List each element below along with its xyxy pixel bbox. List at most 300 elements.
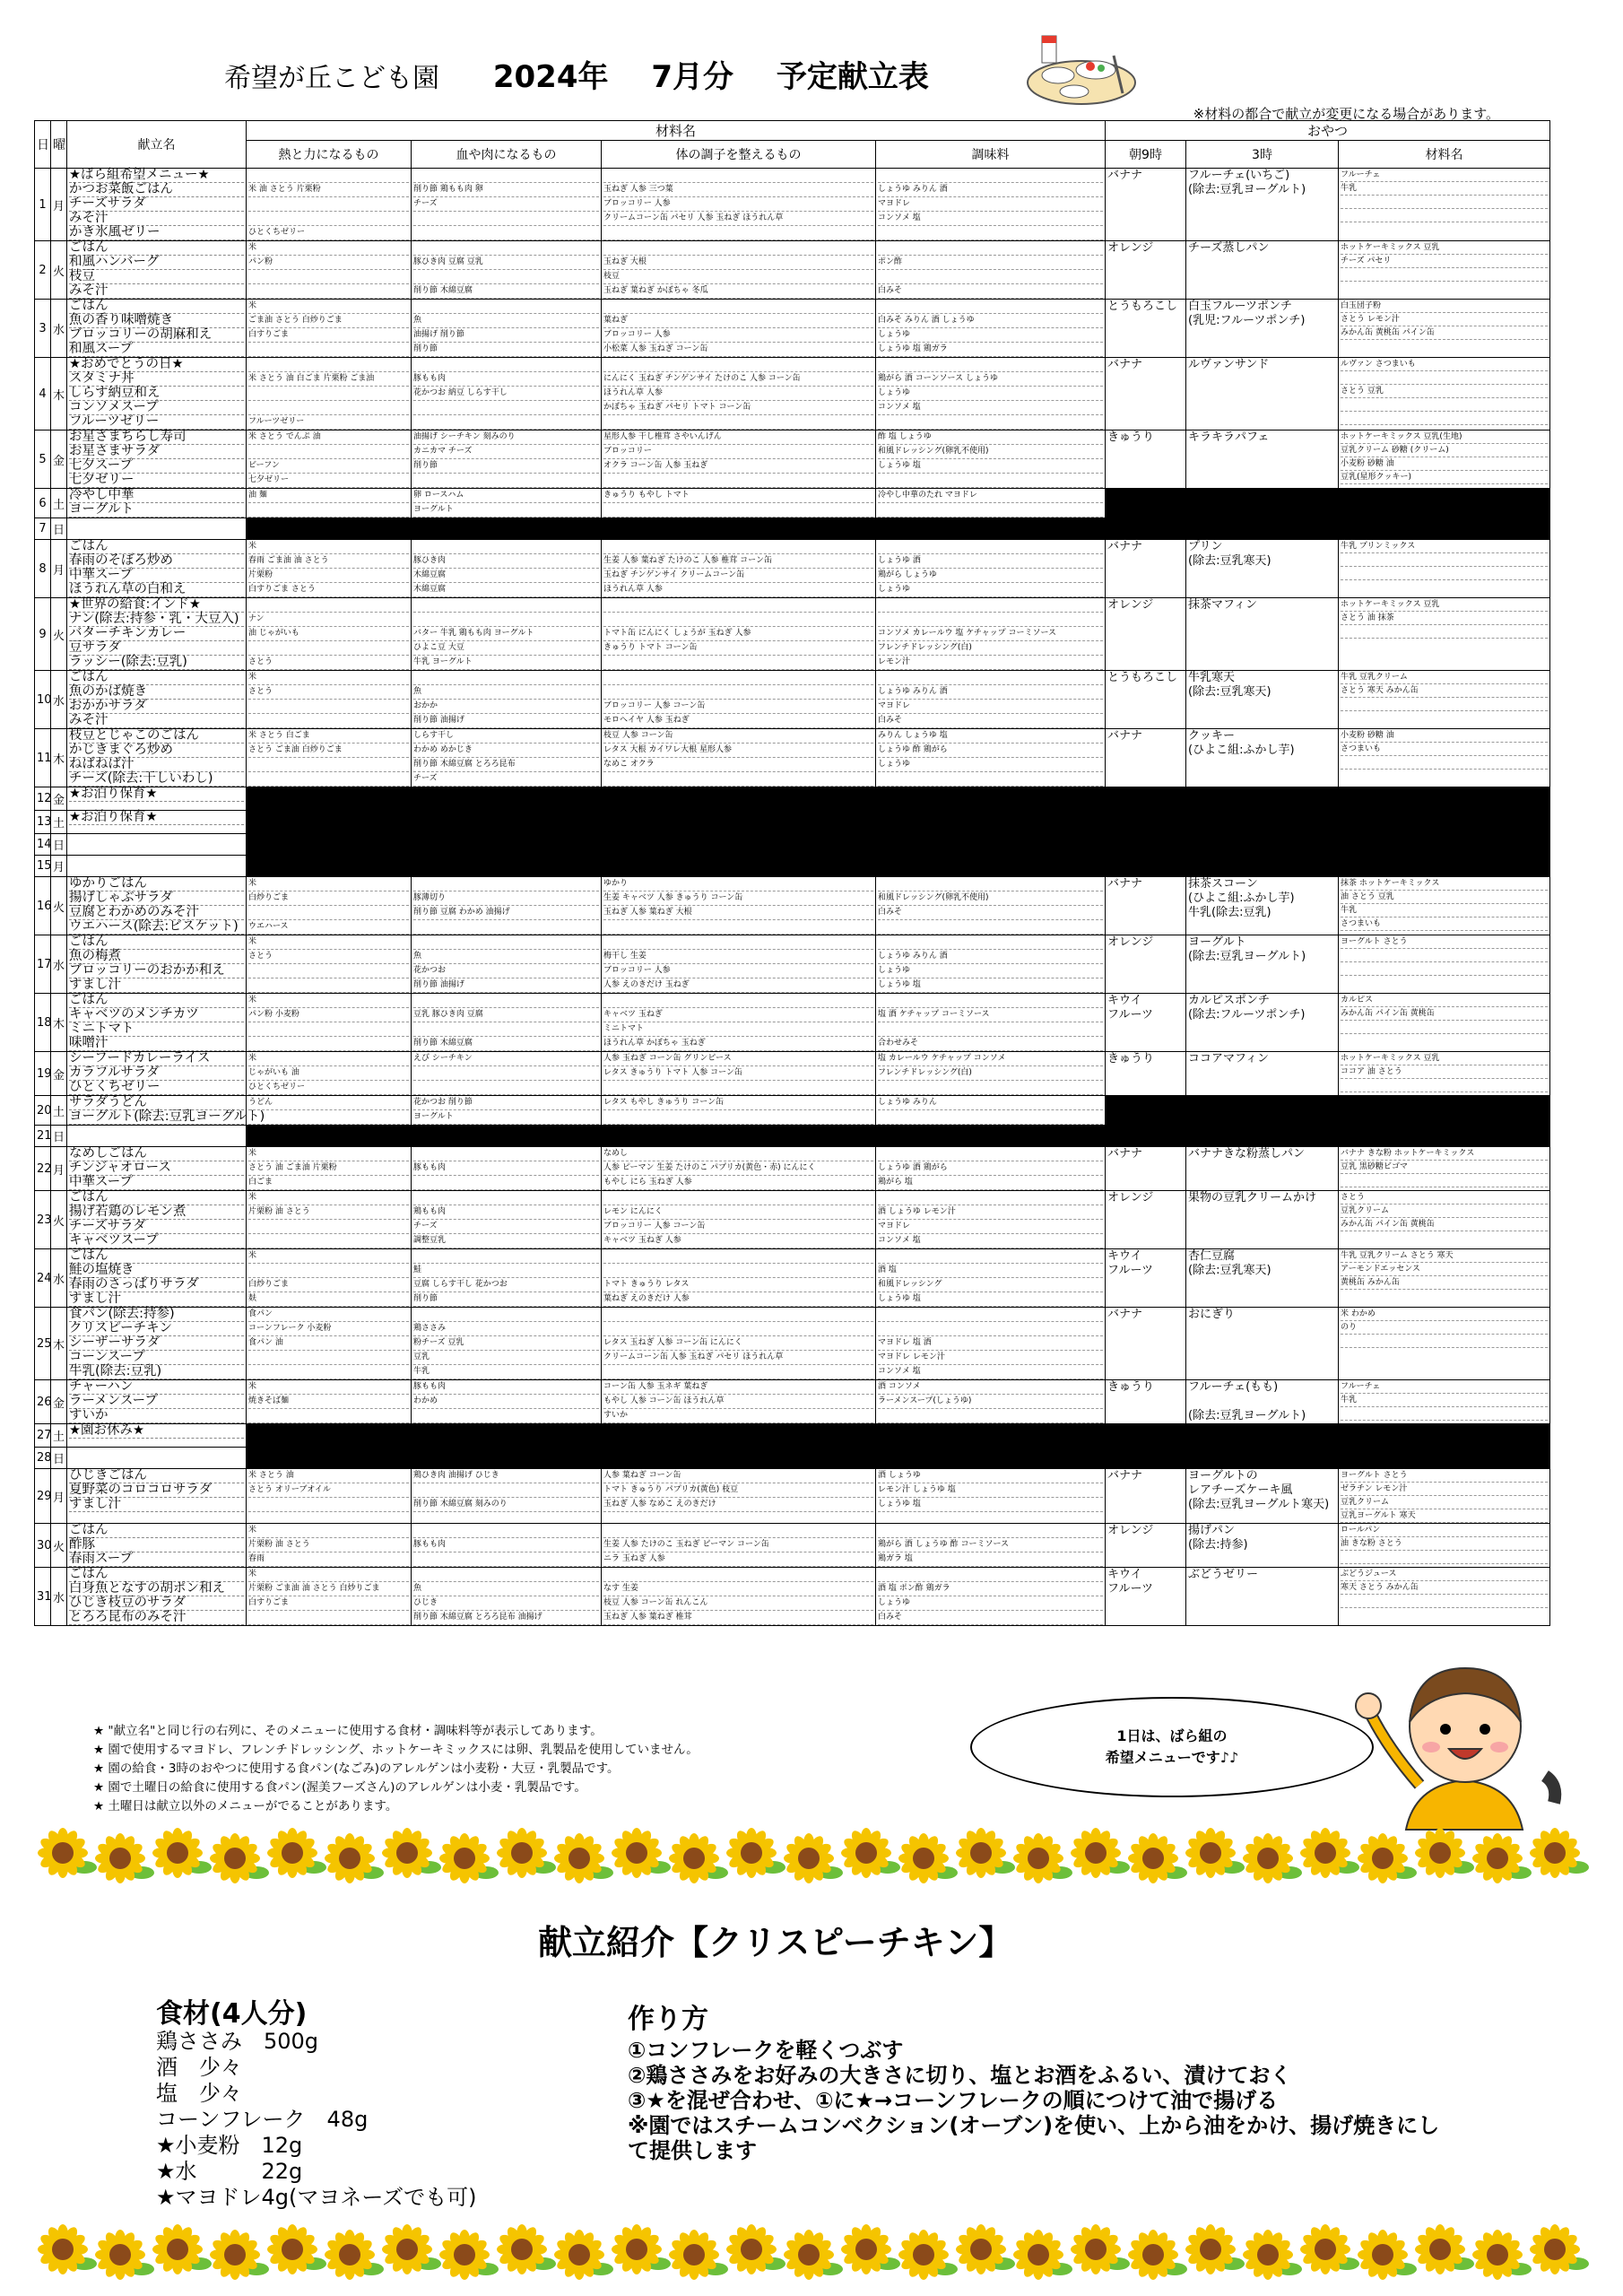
ingredient-line: 玉ねぎ 大根 — [603, 256, 873, 270]
day-cell: 5 — [35, 430, 51, 489]
menu-name-cell — [67, 877, 247, 935]
snack-ingredient-line: カルピス — [1341, 994, 1548, 1007]
ingredient-line: チーズ — [413, 1220, 599, 1234]
ingredient-line — [248, 1264, 409, 1278]
afternoon-snack-cell: カルピスポンチ (除去:フルーツポンチ) — [1186, 994, 1339, 1052]
ingredient-line: 木綿豆腐 — [413, 569, 599, 583]
seasoning-cell — [876, 169, 1106, 241]
snack-ingredient-line — [1341, 1551, 1548, 1564]
dish-name: ブロッコリーの胡麻和え — [69, 328, 244, 343]
ingredient-line — [603, 935, 873, 950]
dish-name: ゆかりごはん — [69, 877, 244, 891]
sunflower-icon — [439, 1833, 499, 1883]
snack-ingredient-cell — [1339, 935, 1550, 994]
ingredient-line: さとう オリーブオイル — [248, 1483, 409, 1498]
sunflower-icon — [956, 2224, 1015, 2274]
ingredient-line — [878, 1568, 1103, 1582]
ingredient-line — [603, 1322, 873, 1336]
weekday-cell: 土 — [51, 1096, 67, 1126]
snack-ingredient-line: 米 わかめ — [1341, 1308, 1548, 1321]
ingredient-line — [603, 540, 873, 554]
dish-name: スタミナ丼 — [69, 372, 244, 387]
ingredient-line — [248, 1037, 409, 1051]
ingredient-line: 豚薄切り — [413, 891, 599, 906]
ingredient-line — [878, 598, 1103, 613]
ingredient-line — [248, 401, 409, 415]
seasoning-cell — [876, 1380, 1106, 1424]
snack-ingredient-line: さとう — [1341, 1191, 1548, 1205]
dish-name: シーフードカレーライス — [69, 1052, 244, 1066]
day-cell: 15 — [35, 856, 51, 877]
health-cell — [602, 169, 876, 241]
ingredient-line: 酒 塩 ポン酢 鶏ガラ — [878, 1582, 1103, 1596]
dish-name: キャベツのメンチカツ — [69, 1008, 244, 1022]
closed-block — [247, 834, 1550, 856]
ingredient-line: 片栗粉 油 さとう — [248, 1538, 409, 1552]
ingredient-line: ほうれん草 人参 — [603, 387, 873, 401]
ingredient-line — [248, 1351, 409, 1365]
ingredient-line — [248, 1498, 409, 1512]
ingredient-line — [603, 1081, 873, 1095]
ingredient-line — [413, 1066, 599, 1081]
ingredient-line: みりん しょうゆ 塩 — [878, 729, 1103, 744]
weekday-cell: 水 — [51, 1568, 67, 1626]
ingredient-line: 人参 葉ねぎ コーン缶 — [603, 1469, 873, 1483]
snack-ingredient-line: ホットケーキミックス 豆乳 — [1341, 598, 1548, 612]
ingredient-line: マヨドレ — [878, 197, 1103, 212]
ingredient-line: 豚ひき肉 — [413, 554, 599, 569]
closed-block — [247, 1424, 1550, 1448]
menu-name-cell — [67, 1095, 265, 1126]
snack-ingredient-cell — [1339, 877, 1550, 935]
ingredient-line — [878, 226, 1103, 240]
morning-snack-cell: とうもろこし — [1106, 300, 1186, 358]
menu-name-cell — [67, 811, 247, 834]
ingredient-line: 人参 えのきだけ 玉ねぎ — [603, 978, 873, 993]
morning-snack-cell: バナナ — [1106, 358, 1186, 430]
ingredient-line: かぼちゃ 玉ねぎ パセリ トマト コーン缶 — [603, 401, 873, 415]
dish-name: キャベツスープ — [69, 1234, 244, 1248]
ingredient-line: ブロッコリー 人参 — [603, 197, 873, 212]
dish-name: ひじき枝豆のサラダ — [69, 1596, 244, 1611]
ingredient-line — [413, 1147, 599, 1161]
sunflower-icon — [726, 2224, 785, 2274]
ingredient-line — [413, 226, 599, 240]
ingredient-line: 削り節 木綿豆腐 — [413, 1037, 599, 1051]
day-cell: 2 — [35, 241, 51, 300]
ingredient-line: レモン汁 — [878, 656, 1103, 670]
energy-cell — [247, 1052, 412, 1096]
ingredient-line — [878, 415, 1103, 430]
snack-ingredient-line: 黄桃缶 みかん缶 — [1341, 1276, 1548, 1290]
health-cell — [602, 300, 876, 358]
energy-cell — [247, 1249, 412, 1308]
sunflower-icon — [267, 1828, 326, 1878]
ingredient-line: 鮭 — [413, 1264, 599, 1278]
ingredient-line: 削り節 — [413, 1292, 599, 1307]
ingredient-line: 片栗粉 ごま油 油 さとう 白炒りごま — [248, 1582, 409, 1596]
ingredient-line: ブロッコリー 人参 コーン缶 — [603, 700, 873, 714]
blood-cell — [412, 1249, 602, 1308]
snack-ingredient-cell — [1339, 169, 1550, 241]
sunflower-icon — [1530, 1828, 1589, 1878]
afternoon-snack-cell: 抹茶スコーン (ひよこ組:ふかし芋) 牛乳(除去:豆乳) — [1186, 877, 1339, 935]
snack-ingredient-cell — [1339, 1469, 1550, 1524]
weekday-cell: 水 — [51, 671, 67, 729]
dish-name: みそ汁 — [69, 284, 244, 299]
dish-name: ラーメンスープ — [69, 1395, 244, 1409]
weekday-cell: 月 — [51, 1469, 67, 1524]
dish-name: ごはん — [69, 1191, 244, 1205]
dish-name: 冷やし中華 — [69, 489, 244, 503]
blood-cell — [412, 1191, 602, 1249]
ingredient-line — [248, 270, 409, 284]
ingredient-line: 油揚げ 削り節 — [413, 328, 599, 343]
ingredient-line: すいか — [603, 1409, 873, 1423]
ingredient-line — [413, 1483, 599, 1498]
snack-ingredient-line — [1341, 949, 1548, 962]
ingredient-line — [248, 1409, 409, 1423]
header-menu-name: 献立名 — [67, 121, 247, 169]
ingredient-line: 人参 ピーマン 生姜 たけのこ パプリカ(黄色・赤) にんにく — [603, 1161, 873, 1176]
ingredient-line: 卵 ロースハム — [413, 489, 599, 503]
snack-ingredient-line: みかん缶 黄桃缶 パイン缶 — [1341, 326, 1548, 340]
weekday-cell: 月 — [51, 540, 67, 598]
morning-snack-cell: とうもろこし — [1106, 671, 1186, 729]
ingredient-line: なす 生姜 — [603, 1582, 873, 1596]
ingredient-line: 人参 玉ねぎ コーン缶 グリンピース — [603, 1052, 873, 1066]
ingredient-line: きゅうり もやし トマト — [603, 489, 873, 503]
doc-title: 予定献立表 — [776, 59, 929, 95]
sunflower-border-top — [36, 1822, 1578, 1885]
dish-name: ★お泊り保育★ — [69, 787, 244, 802]
ingredient-line: 鶏ガラ 塩 — [878, 1552, 1103, 1567]
day-cell: 14 — [35, 834, 51, 856]
ingredient-line: 食パン — [248, 1308, 409, 1322]
ingredient-line: ナン — [248, 613, 409, 627]
snack-ingredient-line: アーモンドエッセンス — [1341, 1263, 1548, 1276]
snack-ingredient-line — [1341, 1407, 1548, 1421]
sunflower-icon — [669, 1833, 728, 1883]
no-snack-block — [1106, 1096, 1550, 1126]
ingredient-line — [878, 1308, 1103, 1322]
snack-ingredient-cell — [1339, 1191, 1550, 1249]
ingredient-line: ごま油 さとう 白炒りごま — [248, 314, 409, 328]
menu-name-cell — [67, 1126, 247, 1147]
ingredient-line: クリームコーン缶 パセリ 人参 玉ねぎ ほうれん草 — [603, 212, 873, 226]
ingredient-line: マヨドレ — [878, 1220, 1103, 1234]
ingredient-line: 白炒りごま — [248, 1278, 409, 1292]
morning-snack-cell: きゅうり — [1106, 430, 1186, 489]
table-row — [35, 1469, 1550, 1524]
sunflower-icon — [1243, 1833, 1302, 1883]
dish-name: みそ汁 — [69, 212, 244, 226]
ingredient-line: もやし 人参 コーン缶 ほうれん草 — [603, 1395, 873, 1409]
ingredient-line: 豆乳 豚ひき肉 豆腐 — [413, 1008, 599, 1022]
afternoon-snack-cell: フルーチェ(もも) (除去:豆乳ヨーグルト) — [1186, 1380, 1339, 1424]
day-cell: 25 — [35, 1308, 51, 1380]
weekday-cell: 火 — [51, 1524, 67, 1568]
energy-cell — [247, 877, 412, 935]
ingredient-line: 鶏もも肉 — [413, 1205, 599, 1220]
ingredient-line: 豆腐 しらす干し 花かつお — [413, 1278, 599, 1292]
dish-name: ほうれん草の白和え — [69, 583, 244, 597]
ingredient-line: 調整豆乳 — [413, 1234, 599, 1248]
table-row — [35, 729, 1550, 787]
snack-ingredient-cell — [1339, 729, 1550, 787]
dish-name: ★おめでとうの日★ — [69, 358, 244, 372]
ingredient-line — [413, 270, 599, 284]
snack-ingredient-line: 油 さとう 豆乳 — [1341, 891, 1548, 904]
snack-ingredient-line: 牛乳 — [1341, 1394, 1548, 1407]
footnote: ★ 土曜日は献立以外のメニューがでることがあります。 — [93, 1799, 398, 1813]
ingredient-line: しょうゆ — [878, 964, 1103, 978]
snack-ingredient-line: みかん缶 パイン缶 黄桃缶 — [1341, 1007, 1548, 1021]
weekday-cell: 金 — [51, 1052, 67, 1096]
ingredient-line: 枝豆 人参 コーン缶 れんこん — [603, 1596, 873, 1611]
ingredient-line — [878, 877, 1103, 891]
snack-ingredient-cell — [1339, 300, 1550, 358]
snack-ingredient-line: ヨーグルト さとう — [1341, 935, 1548, 949]
blood-cell — [412, 671, 602, 729]
dish-name: コンソメスープ — [69, 401, 244, 415]
ingredient-line — [248, 197, 409, 212]
day-cell: 17 — [35, 935, 51, 994]
snack-ingredient-line — [1341, 268, 1548, 282]
snack-ingredient-cell — [1339, 241, 1550, 300]
ingredient-line: ビーフン — [248, 459, 409, 474]
closed-block — [247, 787, 1550, 811]
ingredient-line: しょうゆ みりん — [878, 1096, 1103, 1110]
table-row — [35, 1249, 1550, 1308]
weekday-cell: 月 — [51, 856, 67, 877]
ingredient-line: なめこ オクラ — [603, 758, 873, 772]
menu-name-cell — [67, 935, 247, 994]
snack-ingredient-line: 豆乳ヨーグルト 寒天 — [1341, 1509, 1548, 1523]
ingredient-line: 木綿豆腐 — [413, 583, 599, 597]
seasoning-cell — [876, 1096, 1106, 1126]
day-cell: 28 — [35, 1448, 51, 1469]
table-row — [35, 787, 1550, 811]
sunflower-icon — [95, 2230, 154, 2280]
dish-name: 揚げしゃぶサラダ — [69, 891, 244, 906]
ingredient-line: 魚 — [413, 1582, 599, 1596]
snack-ingredient-line: 牛乳 プリンミックス — [1341, 540, 1548, 553]
dish-name: ★ばら組希望メニュー★ — [69, 169, 244, 183]
seasoning-cell — [876, 729, 1106, 787]
dish-name: すまし汁 — [69, 978, 244, 993]
ingredient-line: ブロッコリー 人参 コーン缶 — [603, 1220, 873, 1234]
ingredient-line: コーン缶 人参 玉ネギ 葉ねぎ — [603, 1380, 873, 1395]
dish-name: 枝豆とじゃこのごはん — [69, 729, 244, 744]
ingredient-line — [413, 169, 599, 183]
blood-cell — [412, 300, 602, 358]
snack-ingredient-line — [1341, 1335, 1548, 1348]
header-seasoning: 調味料 — [876, 141, 1106, 169]
ingredient-line: 片栗粉 油 さとう — [248, 1205, 409, 1220]
energy-cell — [247, 169, 412, 241]
footnote: ★ 園の給食・3時のおやつに使用する食パン(なごみ)のアレルゲンは小麦粉・大豆・乳製品です。 — [93, 1761, 620, 1776]
menu-name-cell — [67, 1424, 247, 1448]
blood-cell — [412, 489, 602, 518]
ingredient-line: コンソメ 塩 — [878, 1234, 1103, 1248]
ingredient-line — [878, 1147, 1103, 1161]
table-row — [35, 994, 1550, 1052]
menu-name-cell — [67, 1249, 247, 1308]
ingredient-line — [878, 503, 1103, 517]
afternoon-snack-cell: 揚げパン (除去:持参) — [1186, 1524, 1339, 1568]
dish-name: ★園お休み★ — [69, 1424, 244, 1439]
sunflower-icon — [439, 2230, 499, 2280]
dish-name: サラダうどん — [69, 1096, 244, 1110]
snack-ingredient-cell — [1339, 671, 1550, 729]
ingredient-line — [603, 1110, 873, 1125]
morning-snack-cell: オレンジ — [1106, 935, 1186, 994]
ingredient-line: じゃがいも 油 — [248, 1066, 409, 1081]
ingredient-line — [603, 685, 873, 700]
sunflower-icon — [784, 2230, 843, 2280]
menu-name-cell — [67, 1052, 247, 1096]
ingredient-line: 和風ドレッシング — [878, 1278, 1103, 1292]
dish-name: かつお菜飯ごはん — [69, 183, 244, 197]
ingredient-line: 米 — [248, 1249, 409, 1264]
table-row — [35, 1448, 1550, 1469]
sunflower-icon — [669, 2230, 728, 2280]
sunflower-icon — [152, 1828, 212, 1878]
ingredient-line: 米 — [248, 540, 409, 554]
ingredient-line: レタス 玉ねぎ 人参 コーン缶 にんにく — [603, 1336, 873, 1351]
day-cell: 3 — [35, 300, 51, 358]
seasoning-cell — [876, 430, 1106, 489]
afternoon-snack-cell: フルーチェ(いちご) (除去:豆乳ヨーグルト) — [1186, 169, 1339, 241]
ingredient-line: わかめ — [413, 1395, 599, 1409]
ingredient-line: モロヘイヤ 人参 玉ねぎ — [603, 714, 873, 728]
menu-name-cell — [67, 1448, 247, 1469]
dish-name: クリスピーチキン — [69, 1322, 244, 1336]
health-cell — [602, 877, 876, 935]
school-name: 希望が丘こども園 — [224, 63, 439, 94]
afternoon-snack-cell: 白玉フルーツポンチ (乳児:フルーツポンチ) — [1186, 300, 1339, 358]
morning-snack-cell: オレンジ — [1106, 1191, 1186, 1249]
ingredient-line: 生姜 人参 葉ねぎ たけのこ 人参 椎茸 コーン缶 — [603, 554, 873, 569]
blood-cell — [412, 1308, 602, 1380]
ingredient-line: マヨドレ 塩 酒 — [878, 1336, 1103, 1351]
snack-ingredient-line: ホットケーキミックス 豆乳 — [1341, 1052, 1548, 1065]
ingredient-line — [603, 656, 873, 670]
ingredient-line — [413, 1176, 599, 1190]
dish-name: 魚のかば焼き — [69, 685, 244, 700]
ingredient-line — [413, 935, 599, 950]
method-step: ③★を混ぜ合わせ、①に★→コーンフレークの順につけて油で揚げる — [628, 2088, 1279, 2113]
weekday-cell: 火 — [51, 877, 67, 935]
sunflower-icon — [612, 2224, 671, 2274]
menu-name-cell — [67, 241, 247, 300]
blood-cell — [412, 1147, 602, 1191]
footnotes — [93, 1722, 699, 1816]
morning-snack-cell: オレンジ — [1106, 1524, 1186, 1568]
snack-ingredient-line: 抹茶 ホットケーキミックス — [1341, 877, 1548, 891]
snack-ingredient-cell — [1339, 994, 1550, 1052]
ingredient-line: 白みそ — [878, 906, 1103, 920]
weekday-cell: 日 — [51, 1448, 67, 1469]
ingredient-line: レタス もやし きゅうり コーン缶 — [603, 1096, 873, 1110]
health-cell — [602, 1096, 876, 1126]
ingredient-line: 玉ねぎ チンゲンサイ クリームコーン缶 — [603, 569, 873, 583]
ingredient-line — [878, 1081, 1103, 1095]
dish-name: ヨーグルト — [69, 503, 244, 517]
ingredient-line: 米 — [248, 671, 409, 685]
day-cell: 9 — [35, 598, 51, 671]
seasoning-cell — [876, 358, 1106, 430]
sunflower-icon — [210, 2230, 269, 2280]
dish-name: 牛乳(除去:豆乳) — [69, 1365, 244, 1379]
table-row — [35, 598, 1550, 671]
ingredient-line: 豚もも肉 — [413, 1380, 599, 1395]
weekday-cell: 土 — [51, 489, 67, 518]
ingredient-line: マヨドレ — [878, 700, 1103, 714]
day-cell: 6 — [35, 489, 51, 518]
header-three: 3時 — [1186, 141, 1339, 169]
sunflower-icon — [1300, 1828, 1359, 1878]
sunflower-icon — [1128, 1833, 1187, 1883]
ingredient-line: トマト きゅうり レタス — [603, 1278, 873, 1292]
ingredient-line: 豚もも肉 — [413, 1161, 599, 1176]
health-cell — [602, 1249, 876, 1308]
weekday-cell: 金 — [51, 430, 67, 489]
dish-name: 七夕ゼリー — [69, 474, 244, 488]
ingredient-line — [878, 671, 1103, 685]
ingredient-line: 焼きそば麺 — [248, 1395, 409, 1409]
dish-name: 魚の梅煮 — [69, 950, 244, 964]
sunflower-icon — [726, 1828, 785, 1878]
menu-name-cell — [67, 834, 247, 856]
bubble-line: 希望メニューです♪♪ — [1105, 1749, 1239, 1766]
ingredient-line — [603, 994, 873, 1008]
snack-ingredient-line: 豆乳 黒砂糖ビゴマ — [1341, 1161, 1548, 1174]
ingredient-line: 片栗粉 — [248, 569, 409, 583]
ingredient-line — [878, 613, 1103, 627]
energy-cell — [247, 729, 412, 787]
snack-ingredient-cell — [1339, 1308, 1550, 1380]
ingredient-line: 魚 — [413, 950, 599, 964]
ingredient-line — [603, 415, 873, 430]
afternoon-snack-cell: おにぎり — [1186, 1308, 1339, 1380]
table-row — [35, 1096, 1550, 1126]
ingredient-line: 削り節 木綿豆腐 とろろ昆布 油揚げ — [413, 1611, 599, 1625]
ingredient-line: さとう — [248, 685, 409, 700]
ingredient-line: 豆乳 — [413, 1351, 599, 1365]
ingredient-line: 白すりごま さとう — [248, 583, 409, 597]
ingredient-line: さとう — [248, 950, 409, 964]
dish-name: コーンスープ — [69, 1351, 244, 1365]
energy-cell — [247, 1147, 412, 1191]
day-cell: 23 — [35, 1191, 51, 1249]
ingredient-line — [878, 1191, 1103, 1205]
seasoning-cell — [876, 300, 1106, 358]
blood-cell — [412, 994, 602, 1052]
seasoning-cell — [876, 1191, 1106, 1249]
snack-ingredient-line: 豆乳クリーム 砂糖 (クリーム) — [1341, 444, 1548, 457]
ingredient-line: 米 — [248, 1052, 409, 1066]
ingredient-line: 麸 — [248, 1292, 409, 1307]
weekday-cell: 月 — [51, 1147, 67, 1191]
ingredient-line: 白炒りごま — [248, 891, 409, 906]
ingredient-line: トマト缶 にんにく しょうが 玉ねぎ 人参 — [603, 627, 873, 641]
morning-snack-cell: バナナ — [1106, 1147, 1186, 1191]
blood-cell — [412, 935, 602, 994]
sunflower-icon — [38, 1828, 97, 1878]
ingredient-line — [603, 1568, 873, 1582]
